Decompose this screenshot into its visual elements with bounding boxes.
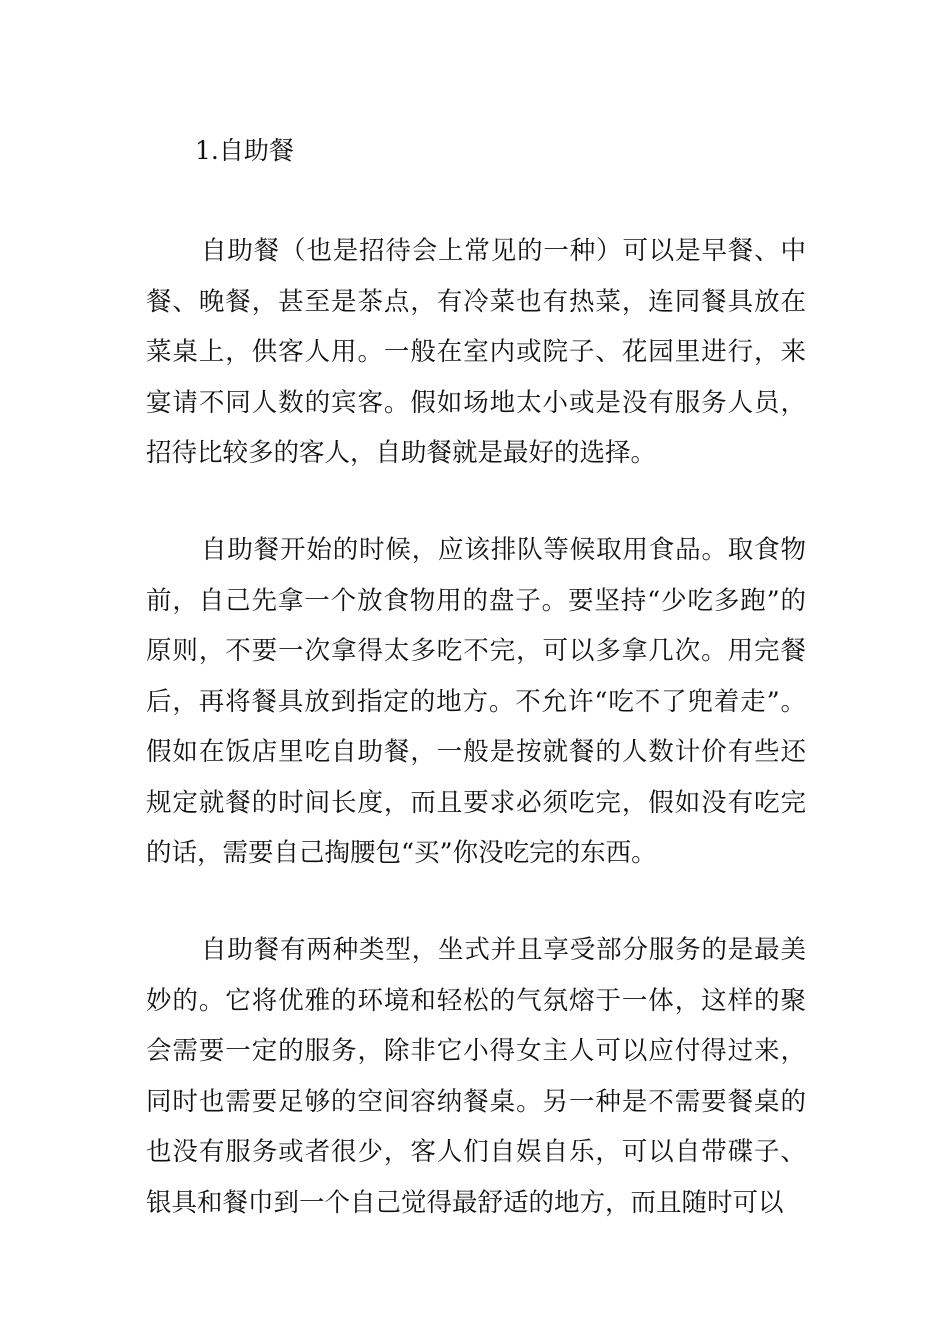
paragraph-1: 自助餐（也是招待会上常见的一种）可以是早餐、中餐、晚餐，甚至是茶点，有冷菜也有热菜，连同餐具放在菜桌上，供客人用。一般在室内或院子、花园里进行，来宴请不同人数的宾客。假如场地太小或是没有服务人员，招待比较多的客人，自助餐就是最好的选择。 bbox=[146, 236, 806, 468]
section-heading: 1.自助餐 bbox=[195, 136, 294, 165]
paragraph-3: 自助餐有两种类型，坐式并且享受部分服务的是最美妙的。它将优雅的环境和轻松的气氛熔于一体，这样的聚会需要一定的服务，除非它小得女主人可以应付得过来，同时也需要足够的空间容纳餐桌。另一种是不需要餐桌的也没有服务或者很少，客人们自娱自乐，可以自带碟子、银具和餐巾到一个自己觉得最舒适的地方，而且随时可以 bbox=[146, 935, 806, 1218]
paragraph-2: 自助餐开始的时候，应该排队等候取用食品。取食物前，自己先拿一个放食物用的盘子。要坚持“少吃多跑”的原则，不要一次拿得太多吃不完，可以多拿几次。用完餐后，再将餐具放到指定的地方。不允许“吃不了兜着走”。假如在饭店里吃自助餐，一般是按就餐的人数计价有些还规定就餐的时间长度，而且要求必须吃完，假如没有吃完的话，需要自己掏腰包“买”你没吃完的东西。 bbox=[146, 535, 806, 868]
